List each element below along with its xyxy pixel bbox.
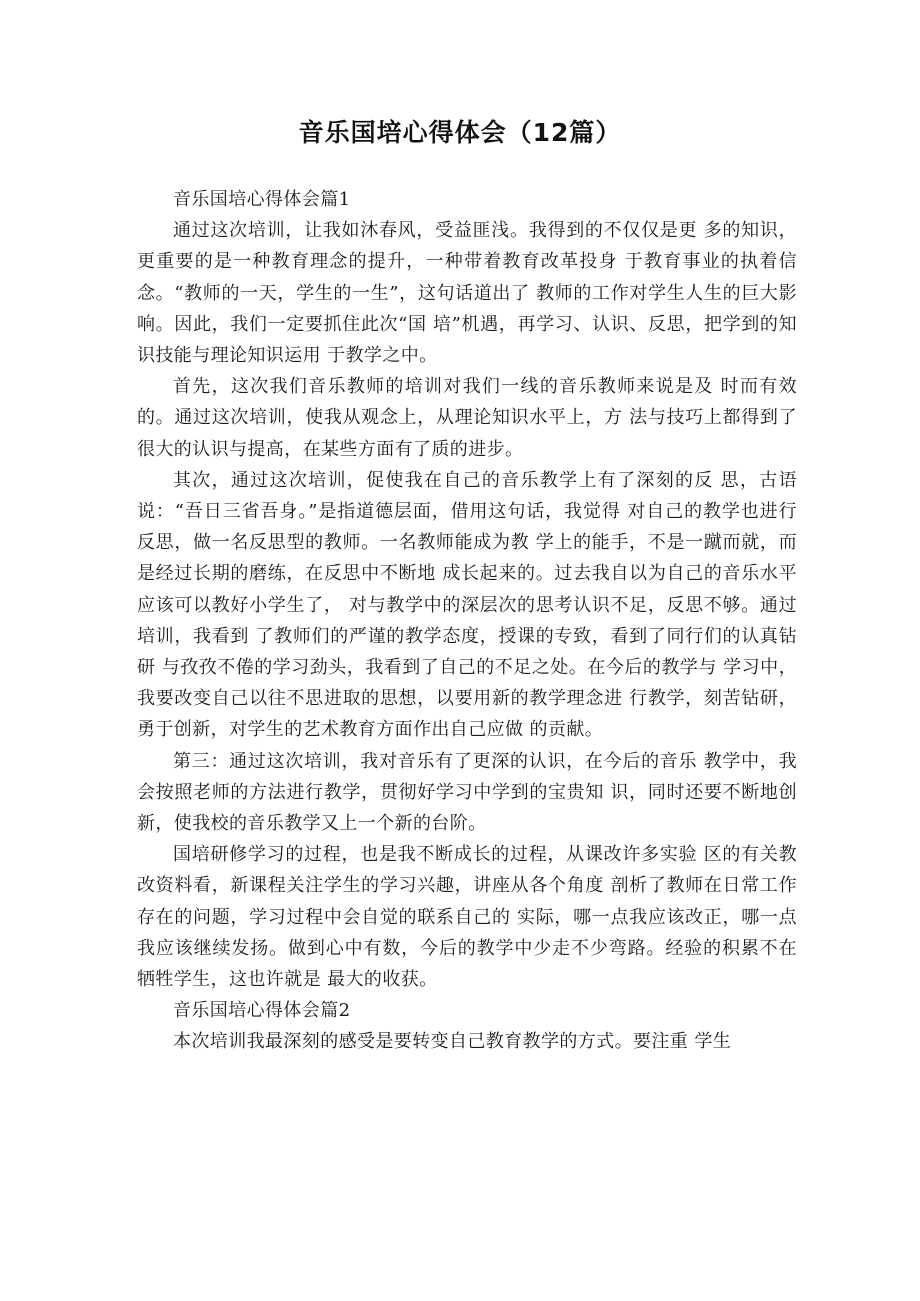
document-body [137,184,797,1058]
section-heading-1: 音乐国培心得体会篇1 [173,189,351,210]
paragraph-2-1: 本次培训我最深刻的感受是要转变自己教育教学的方式。要注重 学生 [173,1031,732,1053]
paragraph-1-5: 国培研修学习的过程，也是我不断成长的过程，从课改许多实验 区的有关教改资料看，新课程关注学生的学习兴趣，讲座从各个角度 剖析了教师在日常工作存在的问题，学习过程中会自觉的联系自己的 实际，哪一点我应该改正，哪一点我应该继续发扬。做到心中有数，今后的教学中少走不少弯路。经验的积累不在牺牲学生，这也许就是 最大的收获。 [137,844,797,991]
paragraph-1-3: 其次，通过这次培训，促使我在自己的音乐教学上有了深刻的反 思，古语说：“吾日三省吾身。”是指道德层面，借用这句话，我觉得 对自己的教学也进行反思，做一名反思型的教师。一名教师能成为教 学上的能手，不是一蹴而就，而是经过长期的磨练，在反思中不断地 成长起来的。过去我自以为自己的音乐水平应该可以教好小学生了， 对与教学中的深层次的思考认识不足，反思不够。通过培训，我看到 了教师们的严谨的教学态度，授课的专致，看到了同行们的认真钻研 与孜孜不倦的学习劲头，我看到了自己的不足之处。在今后的教学与 学习中，我要改变自己以往不思进取的思想，以要用新的教学理念进 行教学，刻苦钻研，勇于创新，对学生的艺术教育方面作出自己应做 的贡献。 [137,469,797,741]
paragraph-1-1: 通过这次培训，让我如沐春风，受益匪浅。我得到的不仅仅是更 多的知识，更重要的是一种教育理念的提升，一种带着教育改革投身 于教育事业的执着信念。“教师的一天，学生的一生”，这句话道出了 教师的工作对学生人生的巨大影响。因此，我们一定要抓住此次“国 培”机遇，再学习、认识、反思，把学到的知识技能与理论知识运用 于教学之中。 [137,220,797,367]
document-title: 音乐国培心得体会（12篇） [298,118,622,147]
paragraph-1-2: 首先，这次我们音乐教师的培训对我们一线的音乐教师来说是及 时而有效的。通过这次培训，使我从观念上，从理论知识水平上，方 法与技巧上都得到了很大的认识与提高，在某些方面有了质的进步。 [137,376,797,460]
section-heading-2: 音乐国培心得体会篇2 [173,1000,351,1022]
paragraph-1-4: 第三：通过这次培训，我对音乐有了更深的认识，在今后的音乐 教学中，我会按照老师的方法进行教学，贯彻好学习中学到的宝贵知 识，同时还要不断地创新，使我校的音乐教学又上一个新的台阶。 [137,750,797,835]
